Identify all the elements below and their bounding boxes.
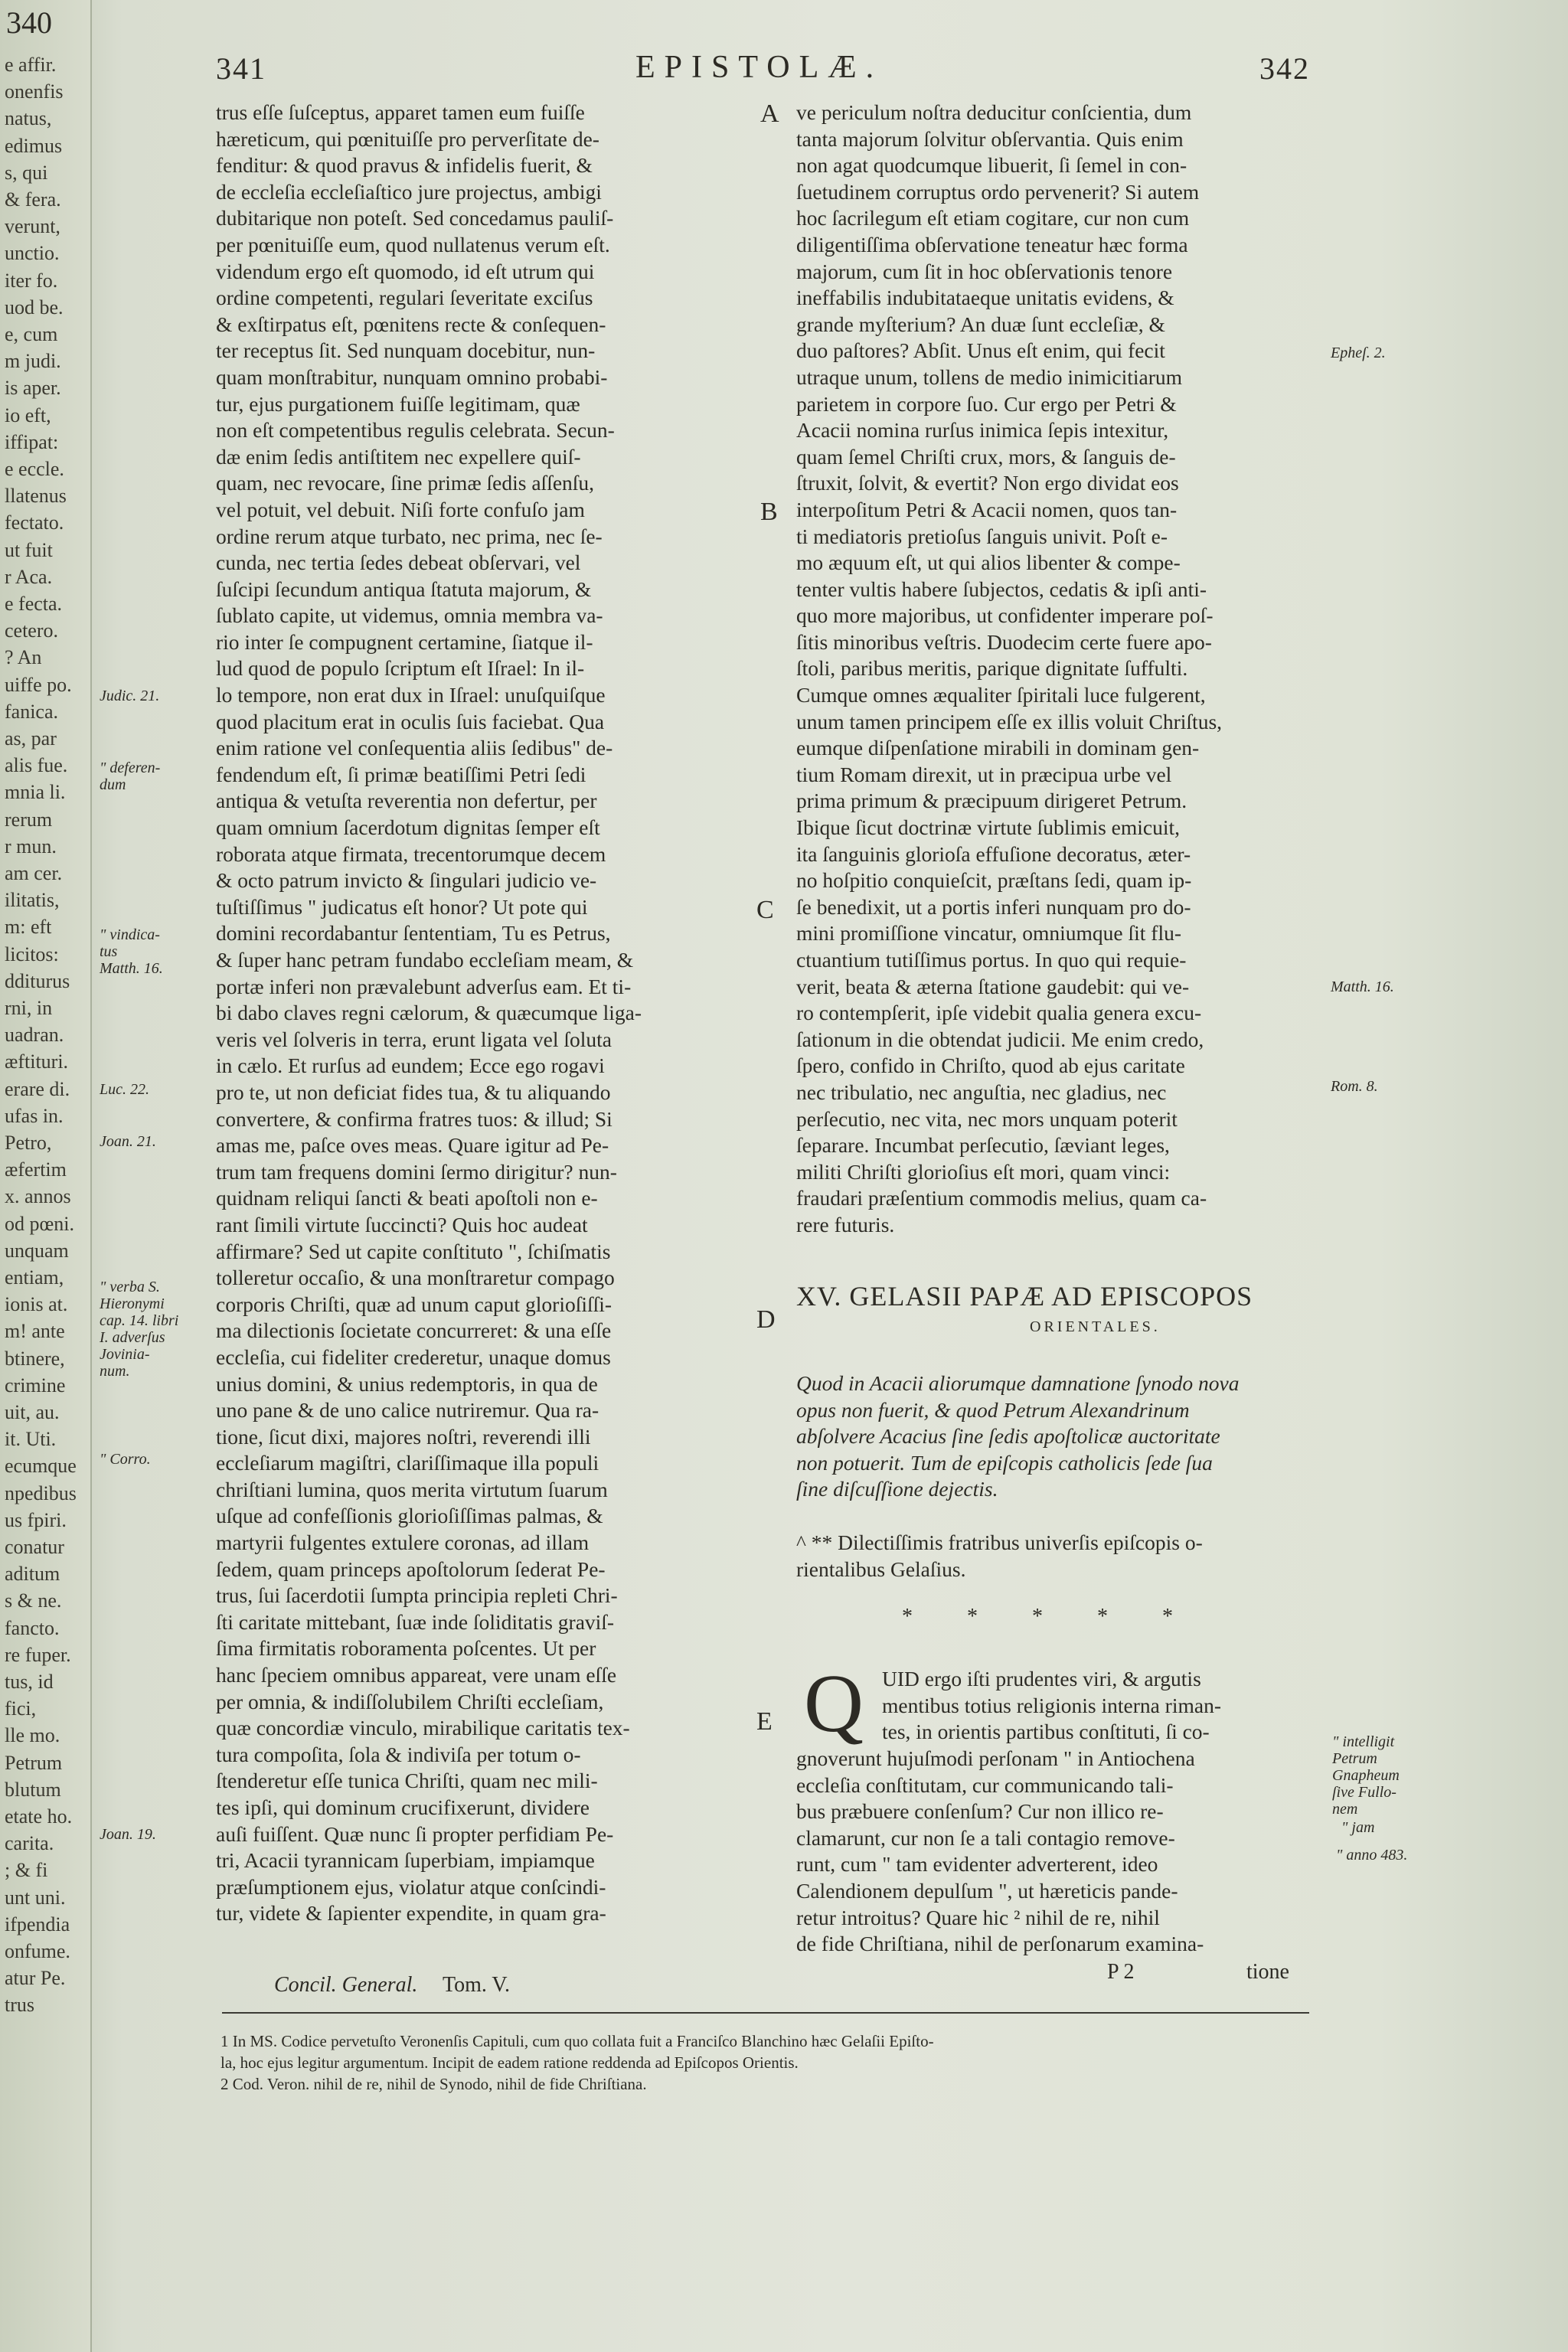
text-line: tione, ſicut dixi, majores noſtri, reverendi illi bbox=[216, 1424, 591, 1449]
text-line: ordine competenti, regulari ſeveritate exciſus bbox=[216, 286, 593, 310]
text-line: tur, videte & ſapienter expendite, in quam gra- bbox=[216, 1901, 606, 1926]
text-line: videndum ergo eſt quomodo, id eſt utrum qui bbox=[216, 259, 595, 283]
letter-opening-lines bbox=[882, 1666, 1221, 1746]
left-page-fragment: unt uni. bbox=[5, 1886, 66, 1909]
text-line: tur, ejus purgationem fuiſſe legitimam, quæ bbox=[216, 391, 580, 416]
opening-line: UID ergo iſti prudentes viri, & argutis bbox=[882, 1667, 1201, 1690]
text-line: nec tribulatio, nec anguſtia, nec gladius, nec bbox=[796, 1080, 1167, 1104]
margin-note-right: " jam bbox=[1341, 1819, 1375, 1836]
left-page-fragment: ut fuit bbox=[5, 538, 53, 561]
left-page-fragment: m: eft bbox=[5, 916, 52, 939]
left-page-fragment: unctio. bbox=[5, 242, 60, 265]
salutation-line: rientalibus Gelaſius. bbox=[796, 1557, 966, 1581]
text-line: tura compoſita, ſola & indiviſa per totum o- bbox=[216, 1742, 581, 1766]
summary-line: abſolvere Acacius ſine ſedis apoſtolicæ auctoritate bbox=[796, 1424, 1220, 1449]
text-line: runt, cum " tam evidenter adverterent, ideo bbox=[796, 1852, 1158, 1877]
text-line: ter receptus ſit. Sed nunquam docebitur, nun- bbox=[216, 338, 596, 363]
text-line: perſecutio, nec vita, nec mors unquam poterit bbox=[796, 1106, 1178, 1131]
text-line: quod placitum erat in oculis ſuis faciebat. Qua bbox=[216, 709, 605, 733]
left-page-edge bbox=[0, 0, 92, 2352]
left-page-fragment: fectato. bbox=[5, 511, 64, 534]
text-line: hanc ſpeciem omnibus appareat, vere unam eſſe bbox=[216, 1663, 617, 1687]
text-line: ſuetudinem corruptus ordo pervenerit? Si autem bbox=[796, 179, 1200, 204]
letter-heading: XV. GELASII PAPÆ AD EPISCOPOS bbox=[796, 1281, 1253, 1312]
text-line: unius domini, & unius redemptoris, in qua de bbox=[216, 1371, 598, 1396]
text-line: & ſuper hanc petram fundabo eccleſiam meam, & bbox=[216, 948, 634, 972]
text-line: ineffabilis indubitataeque unitatis evidens, & bbox=[796, 286, 1174, 310]
text-line: ſedem, quam princeps apoſtolorum ſederat Pe- bbox=[216, 1557, 606, 1581]
volume-signature-tome: Tom. V. bbox=[443, 1973, 511, 1997]
left-page-fragment: x. annos bbox=[5, 1185, 71, 1208]
left-page-fragment: uadran. bbox=[5, 1024, 64, 1047]
left-page-fragment: onenfis bbox=[5, 80, 64, 103]
text-line: clamarunt, cur non ſe a tali contagio remove- bbox=[796, 1825, 1175, 1850]
left-page-fragment: s & ne. bbox=[5, 1589, 62, 1612]
left-page-fragment: dditurus bbox=[5, 969, 70, 992]
text-column-two bbox=[796, 100, 1222, 1239]
text-line: ſe benedixit, ut a portis inferi nunquam pro do- bbox=[796, 894, 1191, 919]
text-line: ſti caritate mittebant, ſuæ inde ſoliditatis graviſ- bbox=[216, 1609, 615, 1634]
text-line: vel potuit, vel debuit. Niſi forte confuſo jam bbox=[216, 497, 585, 521]
margin-note-left: " deferen- dum bbox=[100, 760, 161, 793]
text-line: ro contempſerit, ipſe videbit qualia genera excu- bbox=[796, 1001, 1202, 1025]
text-line: gnoverunt hujuſmodi perſonam " in Antiochena bbox=[796, 1746, 1195, 1770]
section-letter-e: E bbox=[756, 1707, 773, 1736]
text-line: quo more majoribus, ut confidenter imperare poſ- bbox=[796, 603, 1214, 628]
text-line: ſationum in die obtendat judicii. Me enim credo, bbox=[796, 1027, 1204, 1051]
catchword: tione bbox=[1246, 1960, 1289, 1984]
text-line: roborata atque firmata, trecentorumque decem bbox=[216, 841, 606, 866]
margin-note-right: Epheſ. 2. bbox=[1331, 345, 1386, 361]
left-page-fragment: uiffe po. bbox=[5, 673, 72, 696]
left-page-fragment: e fecta. bbox=[5, 593, 63, 615]
margin-note-left: " vindica- tus Matth. 16. bbox=[100, 926, 163, 977]
salutation-line: ^ ** Dilectiſſimis fratribus univerſis epiſcopis o- bbox=[796, 1530, 1203, 1554]
margin-note-left: Judic. 21. bbox=[100, 688, 160, 704]
left-page-fragment: r mun. bbox=[5, 835, 57, 858]
left-page-fragment: aditum bbox=[5, 1563, 60, 1586]
text-line: uſque ad confeſſionis glorioſiſſimas palmas, & bbox=[216, 1504, 603, 1528]
summary-line: ſine diſcuſſione dejectis. bbox=[796, 1477, 998, 1501]
text-line: bi dabo claves regni cælorum, & quæcumque liga- bbox=[216, 1001, 642, 1025]
ornament-stars: * * * * * bbox=[902, 1605, 1197, 1628]
footnote-rule bbox=[222, 2012, 1309, 2014]
text-line: rere futuris. bbox=[796, 1212, 895, 1236]
text-line: quidnam reliqui ſancti & beati apoſtoli non e- bbox=[216, 1186, 598, 1210]
text-line: tes ipſi, qui dominum crucifixerunt, dividere bbox=[216, 1795, 590, 1819]
summary-line: non potuerit. Tum de epiſcopis catholicis ſede ſua bbox=[796, 1450, 1213, 1475]
letter-summary bbox=[796, 1370, 1239, 1503]
text-line: dubitarique non poteſt. Sed concedamus pauliſ- bbox=[216, 206, 614, 230]
text-line: rant ſimili virtute ſuccincti? Quis hoc audeat bbox=[216, 1212, 588, 1236]
text-line: ſpero, confido in Chriſto, quod ab ejus caritate bbox=[796, 1054, 1185, 1078]
opening-line: tes, in orientis partibus conſtituti, ſi co- bbox=[882, 1720, 1210, 1744]
text-line: ſtenderetur eſſe tunica Chriſti, quam nec mili- bbox=[216, 1769, 598, 1793]
left-page-fragment: ; & fi bbox=[5, 1859, 48, 1882]
left-page-fragment: us fpiri. bbox=[5, 1508, 67, 1531]
text-line: ſuſcipi ſecundum antiqua ſtatuta majorum, & bbox=[216, 577, 592, 601]
opening-line: mentibus totius religionis interna riman- bbox=[882, 1693, 1221, 1717]
left-page-fragment: ifpendia bbox=[5, 1913, 70, 1936]
left-page-fragment: ionis at. bbox=[5, 1293, 68, 1316]
text-line: militi Chriſti glorioſius eſt mori, quam vinci: bbox=[796, 1159, 1171, 1184]
text-line: Ibique ſicut doctrinæ virtute ſublimis emicuit, bbox=[796, 815, 1181, 840]
text-line: tri, Acacii tyrannicam ſuperbiam, impiamque bbox=[216, 1848, 595, 1873]
margin-note-right: " anno 483. bbox=[1336, 1847, 1408, 1864]
left-page-fragment: uit, au. bbox=[5, 1401, 60, 1423]
text-line: pro te, ut non deficiat fides tua, & tu aliquando bbox=[216, 1080, 611, 1104]
text-line: ſitis minoribus veſtris. Duodecim certe fuere apo- bbox=[796, 629, 1212, 654]
left-page-fragment: rerum bbox=[5, 808, 53, 831]
text-line: eccleſia conſtitutam, cur communicando tali- bbox=[796, 1772, 1174, 1797]
text-line: in cælo. Et rurſus ad eundem; Ecce ego rogavi bbox=[216, 1054, 605, 1078]
text-line: ſima firmitatis roboramenta poſcentes. Ut per bbox=[216, 1636, 596, 1661]
left-page-fragment: re fuper. bbox=[5, 1643, 71, 1666]
footnote-1-continued: la, hoc ejus legitur argumentum. Incipit de eadem ratione reddenda ad Epiſcopos Orientis. bbox=[220, 2053, 799, 2072]
section-letter-c: C bbox=[756, 896, 774, 924]
text-line: de fide Chriſtiana, nihil de perſonarum examina- bbox=[796, 1932, 1204, 1956]
section-letter-a: A bbox=[760, 100, 779, 128]
text-line: portæ inferi non prævalebunt adverſus eam. Et ti- bbox=[216, 974, 632, 998]
text-line: quam omnium ſacerdotum dignitas ſemper eſt bbox=[216, 815, 600, 840]
margin-note-left: " verba S. Hieronymi cap. 14. libri I. adverſus Jovinia- num. bbox=[100, 1279, 179, 1380]
summary-line: Quod in Acacii aliorumque damnatione ſynodo nova bbox=[796, 1371, 1240, 1395]
left-page-number: 340 bbox=[6, 5, 52, 40]
volume-signature-title: Concil. General. bbox=[274, 1973, 418, 1997]
left-page-fragment: iter fo. bbox=[5, 269, 58, 292]
left-page-fragment: unquam bbox=[5, 1239, 69, 1262]
summary-line: opus non fuerit, & quod Petrum Alexandrinum bbox=[796, 1397, 1190, 1422]
margin-note-left: " Corro. bbox=[100, 1451, 151, 1468]
text-line: utraque unum, tollens de medio inimicitiarum bbox=[796, 364, 1183, 389]
text-line: diligentiſſima obſervatione teneatur hæc forma bbox=[796, 232, 1188, 256]
text-line: uno pane & de uno calice nutriremur. Qua ra- bbox=[216, 1398, 599, 1423]
left-page-fragment: fancto. bbox=[5, 1616, 60, 1639]
left-page-fragment: natus, bbox=[5, 107, 52, 130]
text-line: grande myſterium? An duæ ſunt eccleſiæ, & bbox=[796, 312, 1165, 336]
left-page-fragment: e eccle. bbox=[5, 458, 64, 480]
left-page-fragment: conatur bbox=[5, 1536, 64, 1558]
text-line: & exſtirpatus eſt, pœnitens recte & conſequen- bbox=[216, 312, 606, 336]
left-page-fragment: m judi. bbox=[5, 350, 61, 373]
text-line: corporis Chriſti, quæ ad unum caput glorioſiſſi- bbox=[216, 1292, 612, 1316]
text-column-one bbox=[216, 100, 642, 1927]
left-page-fragment: atur Pe. bbox=[5, 1967, 66, 1990]
text-line: mini promiſſione vincatur, omniumque ſit flu- bbox=[796, 921, 1181, 946]
left-page-fragment: tus, id bbox=[5, 1671, 54, 1693]
left-page-fragment: it. Uti. bbox=[5, 1428, 57, 1451]
left-page-fragment: & fera. bbox=[5, 188, 61, 211]
text-line: quam, nec revocare, ſine primæ ſedis aſſenſu, bbox=[216, 471, 595, 495]
running-title: EPISTOLÆ. bbox=[635, 50, 884, 85]
left-page-fragment: etate ho. bbox=[5, 1805, 73, 1828]
section-letter-d: D bbox=[756, 1305, 776, 1334]
text-line: verit, beata & æterna ſtatione gaudebit: qui ve- bbox=[796, 974, 1190, 998]
left-page-fragment: uod be. bbox=[5, 296, 64, 318]
text-line: amas me, paſce oves meas. Quare igitur ad Pe- bbox=[216, 1133, 609, 1158]
drop-capital: Q bbox=[804, 1658, 864, 1749]
margin-note-right: " intelligit Petrum Gnapheum ſive Fullo- nem bbox=[1332, 1733, 1400, 1818]
text-line: ctuantium tutiſſimus portus. In quo qui requie- bbox=[796, 948, 1187, 972]
left-page-fragment: e, cum bbox=[5, 323, 58, 345]
section-letter-b: B bbox=[760, 498, 778, 526]
text-line: per pœnituiſſe eum, quod nullatenus verum eſt. bbox=[216, 232, 610, 256]
left-page-fragment: crimine bbox=[5, 1374, 66, 1396]
left-page-fragment: fanica. bbox=[5, 700, 59, 723]
text-line: cunda, nec tertia ſedes debeat obſervari, vel bbox=[216, 550, 581, 575]
margin-note-left: Joan. 19. bbox=[100, 1826, 156, 1843]
left-page-fragment: is aper. bbox=[5, 377, 61, 400]
text-line: ſtoli, paribus meritis, parique dignitate ſuffulti. bbox=[796, 656, 1188, 681]
left-page-fragment: alis fue. bbox=[5, 754, 68, 777]
text-line: Cumque omnes æqualiter ſpiritali luce fulgerent, bbox=[796, 683, 1206, 707]
left-page-fragment: llatenus bbox=[5, 485, 67, 508]
left-page-fragment: verunt, bbox=[5, 215, 60, 238]
text-line: rio inter ſe compugnent certamine, ſiatque il- bbox=[216, 629, 593, 654]
text-line: tium Romam direxit, ut in præcipua urbe vel bbox=[796, 762, 1172, 786]
text-line: ve periculum noſtra deducitur conſcientia, dum bbox=[796, 100, 1192, 124]
text-line: unum tamen principem eſſe ex illis voluit Chriſtus, bbox=[796, 709, 1223, 733]
left-page-fragment: Petro, bbox=[5, 1132, 52, 1154]
text-line: præſumptionem ejus, violatur atque conſcindi- bbox=[216, 1874, 606, 1899]
text-line: dæ enim ſedis antiſtitem nec expellere quiſ- bbox=[216, 444, 581, 469]
margin-note-left: Joan. 21. bbox=[100, 1133, 156, 1150]
text-line: Acacii nomina rurſus inimica ſepis intexitur, bbox=[796, 418, 1169, 443]
text-line: per omnia, & indiſſolubilem Chriſti eccleſiam, bbox=[216, 1689, 604, 1713]
text-line: mo æquum eſt, ut qui alios libenter & compe- bbox=[796, 550, 1181, 575]
text-line: majorum, cum ſit in hoc obſervationis tenore bbox=[796, 259, 1173, 283]
text-line: quam monſtrabitur, nunquam omnino probabi- bbox=[216, 364, 608, 389]
left-page-fragment: cetero. bbox=[5, 619, 59, 642]
left-page-fragment: m! ante bbox=[5, 1320, 65, 1343]
text-line: auſi fuiſſent. Quæ nunc ſi propter perfidiam Pe- bbox=[216, 1821, 614, 1846]
left-page-fragment: carita. bbox=[5, 1832, 54, 1855]
text-line: veris vel ſolveris in terra, erunt ligata vel ſoluta bbox=[216, 1027, 612, 1051]
left-page-fragment: erare di. bbox=[5, 1077, 70, 1100]
left-page-fragment: fici, bbox=[5, 1697, 37, 1720]
text-line: tuſtiſſimus " judicatus eſt honor? Ut pote qui bbox=[216, 894, 588, 919]
text-line: eumque diſpenſatione mirabili in dominam gen- bbox=[796, 736, 1200, 760]
text-line: ſublato capite, ut videmus, omnia membra va- bbox=[216, 603, 603, 628]
footnote-2: 2 Cod. Veron. nihil de re, nihil de Synodo, nihil de fide Chriſtiana. bbox=[220, 2075, 647, 2093]
text-line: fendendum eſt, ſi primæ beatiſſimi Petri ſedi bbox=[216, 762, 586, 786]
text-line: eccleſia, cui fideliter crederetur, unaque domus bbox=[216, 1344, 611, 1369]
text-line: parietem in corpore ſuo. Cur ergo per Petri & bbox=[796, 391, 1177, 416]
text-line: prima primum & præcipuum dirigeret Petrum. bbox=[796, 789, 1187, 813]
text-line: quæ concordiæ vinculo, mirabilique caritatis tex- bbox=[216, 1716, 630, 1740]
left-page-fragment: od pœni. bbox=[5, 1212, 74, 1235]
text-line: enim ratione vel conſequentia aliis ſedibus" de- bbox=[216, 736, 613, 760]
left-page-fragment: onfume. bbox=[5, 1940, 70, 1962]
text-line: non agat quodcumque libuerit, ſi ſemel in con- bbox=[796, 153, 1187, 178]
left-page-fragment: ufas in. bbox=[5, 1104, 64, 1127]
left-page-fragment: trus bbox=[5, 1994, 34, 2017]
text-line: ma dilectionis ſocietate concurreret: & una eſſe bbox=[216, 1318, 612, 1343]
left-page-fragment: ilitatis, bbox=[5, 889, 60, 912]
margin-note-right: Matth. 16. bbox=[1331, 978, 1394, 995]
left-page-fragment: e affir. bbox=[5, 54, 57, 76]
letter-salutation bbox=[796, 1530, 1203, 1583]
text-line: tanta majorum ſolvitur obſervantia. Quis enim bbox=[796, 126, 1184, 151]
text-line: martyrii fulgentes extulere coronas, ad illam bbox=[216, 1530, 590, 1555]
text-line: hæreticum, qui pœnituiſſe pro perverſitate de- bbox=[216, 126, 599, 151]
text-line: ordine rerum atque turbato, nec prima, nec ſe- bbox=[216, 524, 603, 548]
text-line: ſtruxit, ſolvit, & evertit? Non ergo dividat eos bbox=[796, 471, 1179, 495]
header-page-number-left: 341 bbox=[216, 51, 266, 86]
margin-note-left: Luc. 22. bbox=[100, 1081, 149, 1098]
text-line: lo tempore, non erat dux in Iſrael: unuſquiſque bbox=[216, 683, 606, 707]
left-page-fragment: btinere, bbox=[5, 1347, 65, 1370]
text-line: tolleretur occaſio, & una monſtraretur compago bbox=[216, 1266, 615, 1290]
text-line: ita ſanguinis glorioſa effuſione decoratus, æter- bbox=[796, 841, 1191, 866]
text-line: ſeparare. Incumbat perſecutio, ſæviant leges, bbox=[796, 1133, 1170, 1158]
footnote-1: 1 In MS. Codice pervetuſto Veronenſis Capituli, cum quo collata fuit a Franciſco Blanchino hæc Gelaſii Epiſto- bbox=[220, 2032, 934, 2050]
text-line: antiqua & vetuſta reverentia non defertur, per bbox=[216, 789, 597, 813]
text-line: lud quod de populo ſcriptum eſt Iſrael: In il- bbox=[216, 656, 585, 681]
text-line: ti mediatoris pretioſus ſanguis univit. Poſt e- bbox=[796, 524, 1168, 548]
left-page-fragment: npedibus bbox=[5, 1481, 77, 1504]
text-line: bus præbuere conſenſum? Cur non illico re- bbox=[796, 1799, 1164, 1824]
text-line: duo paſtores? Abſit. Unus eſt enim, qui fecit bbox=[796, 338, 1165, 363]
text-line: trus eſſe ſuſceptus, apparet tamen eum fuiſſe bbox=[216, 100, 585, 124]
text-line: eccleſiarum magiſtri, clariſſimaque illa populi bbox=[216, 1451, 599, 1475]
text-line: trus, ſui ſacerdotii ſumpta principia repleti Chri- bbox=[216, 1583, 618, 1608]
text-line: interpoſitum Petri & Acacii nomen, quos tan- bbox=[796, 497, 1178, 521]
left-page-fragment: æfertim bbox=[5, 1158, 67, 1181]
left-page-fragment: Petrum bbox=[5, 1751, 63, 1774]
left-page-fragment: mnia li. bbox=[5, 781, 66, 804]
letter-body bbox=[796, 1746, 1204, 1958]
text-line: no hoſpitio conquieſcit, præſtans ſedi, quam ip- bbox=[796, 868, 1192, 893]
left-page-fragment: ? An bbox=[5, 646, 42, 669]
left-page-fragment: io eft, bbox=[5, 403, 51, 426]
left-page-fragment: s, qui bbox=[5, 161, 48, 184]
text-line: fenditur: & quod pravus & infidelis fuerit, & bbox=[216, 153, 593, 178]
left-page-fragment: blutum bbox=[5, 1778, 61, 1801]
text-line: non eſt competentibus regulis celebrata. Secun- bbox=[216, 418, 615, 443]
left-page-fragment: as, par bbox=[5, 727, 57, 750]
left-page-fragment: lle mo. bbox=[5, 1724, 60, 1747]
text-line: domini recordabantur ſententiam, Tu es Petrus, bbox=[216, 921, 611, 946]
left-page-fragment: am cer. bbox=[5, 862, 63, 884]
letter-subheading: ORIENTALES. bbox=[1030, 1318, 1161, 1335]
left-page-fragment: licitos: bbox=[5, 942, 59, 965]
text-line: hoc ſacrilegum eſt etiam cogitare, cur non cum bbox=[796, 206, 1190, 230]
text-line: quam ſemel Chriſti crux, mors, & ſanguis de- bbox=[796, 444, 1176, 469]
margin-note-right: Rom. 8. bbox=[1331, 1078, 1378, 1095]
text-line: fraudari præſentium commodis melius, quam ca- bbox=[796, 1186, 1207, 1210]
header-page-number-right: 342 bbox=[1259, 51, 1310, 86]
text-line: convertere, & confirma fratres tuos: & illud; Si bbox=[216, 1106, 612, 1131]
text-line: trum tam frequens domini ſermo dirigitur? nun- bbox=[216, 1159, 617, 1184]
text-line: affirmare? Sed ut capite conſtituto ", ſchiſmatis bbox=[216, 1239, 611, 1263]
left-page-fragment: iffipat: bbox=[5, 430, 59, 453]
left-page-fragment: r Aca. bbox=[5, 565, 53, 588]
signature-mark: P 2 bbox=[1107, 1960, 1135, 1984]
text-line: retur introitus? Quare hic ² nihil de re, nihil bbox=[796, 1905, 1160, 1929]
left-page-fragment: rni, in bbox=[5, 997, 53, 1019]
left-page-fragment: entiam, bbox=[5, 1266, 64, 1289]
text-line: Calendionem depulſum ", ut hæreticis pande- bbox=[796, 1878, 1178, 1903]
text-line: tenter vultis habere ſubjectos, cedatis & ipſi anti- bbox=[796, 577, 1207, 601]
left-page-fragment: æftituri. bbox=[5, 1050, 69, 1073]
text-line: chriſtiani lumina, quos merita virtutum ſuarum bbox=[216, 1477, 608, 1501]
left-page-fragment: edimus bbox=[5, 134, 63, 157]
left-page-fragment: ecumque bbox=[5, 1455, 77, 1478]
text-line: de eccleſia eccleſiaſtico jure projectus, ambigi bbox=[216, 179, 602, 204]
text-line: & octo patrum invicto & ſingulari judicio ve- bbox=[216, 868, 597, 893]
